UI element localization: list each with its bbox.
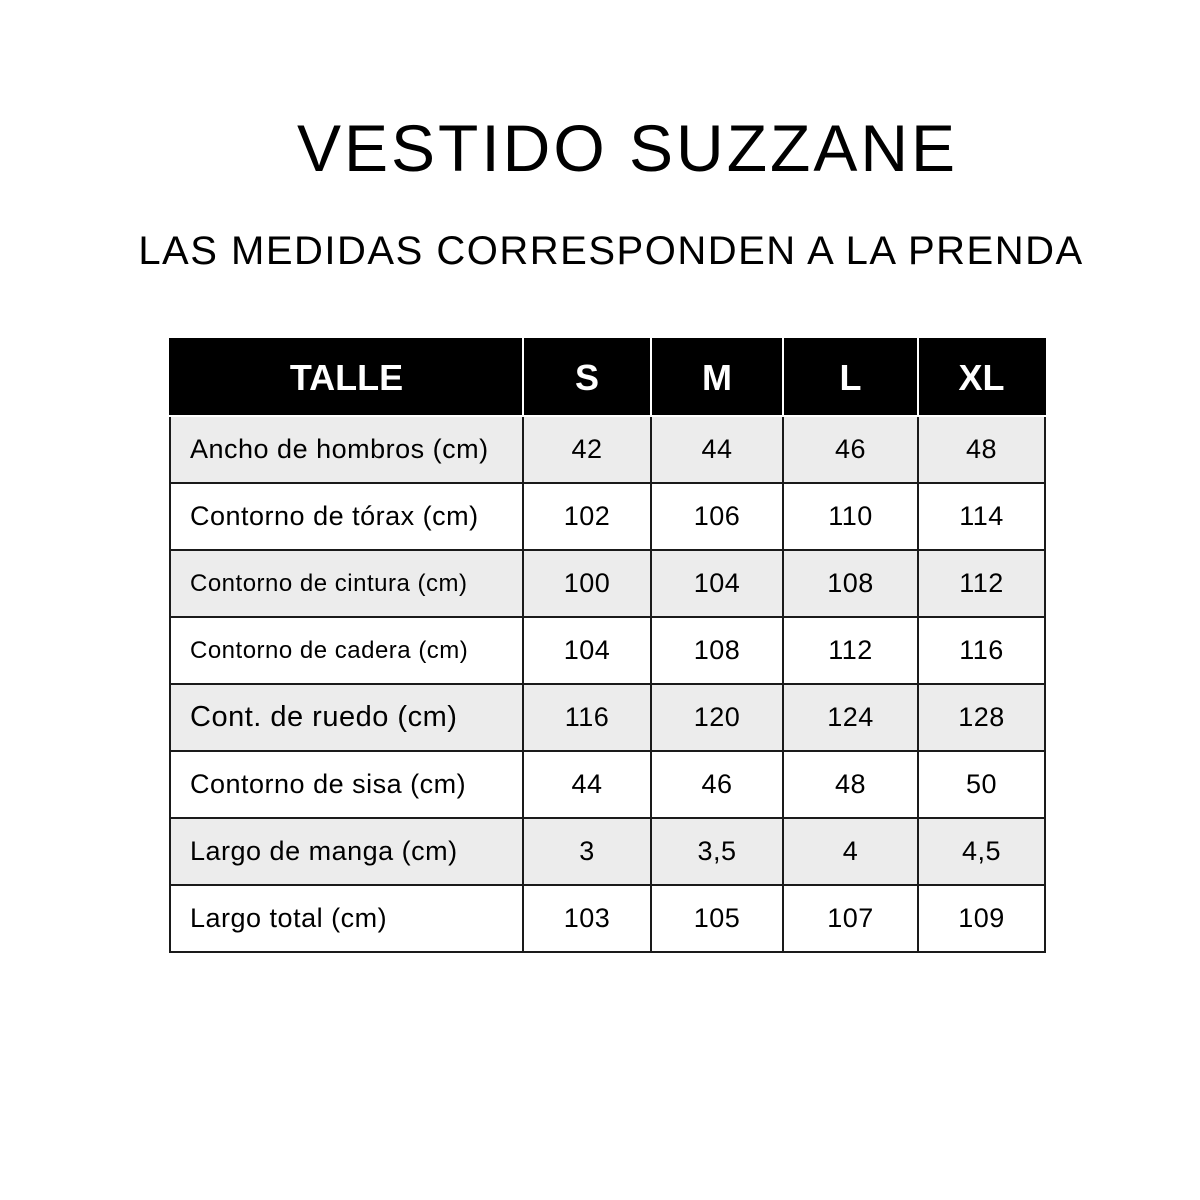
table-cell: 124 xyxy=(783,684,918,751)
table-cell: 50 xyxy=(918,751,1045,818)
table-cell: 116 xyxy=(918,617,1045,684)
row-label: Largo de manga (cm) xyxy=(170,818,523,885)
table-cell: 3,5 xyxy=(651,818,783,885)
table-row xyxy=(170,483,1045,550)
column-header-s: S xyxy=(523,339,651,416)
table-cell: 46 xyxy=(651,751,783,818)
table-cell: 112 xyxy=(918,550,1045,617)
table-cell: 42 xyxy=(523,416,651,483)
table-row xyxy=(170,751,1045,818)
table-cell: 112 xyxy=(783,617,918,684)
table-cell: 105 xyxy=(651,885,783,952)
row-label: Contorno de tórax (cm) xyxy=(170,483,523,550)
table-row xyxy=(170,885,1045,952)
table-cell: 120 xyxy=(651,684,783,751)
table-row xyxy=(170,684,1045,751)
table-cell: 46 xyxy=(783,416,918,483)
row-label: Ancho de hombros (cm) xyxy=(170,416,523,483)
table-row xyxy=(170,416,1045,483)
table-cell: 106 xyxy=(651,483,783,550)
table-header-row xyxy=(170,339,1045,416)
table-cell: 128 xyxy=(918,684,1045,751)
row-label: Contorno de sisa (cm) xyxy=(170,751,523,818)
table-cell: 44 xyxy=(523,751,651,818)
table-cell: 48 xyxy=(783,751,918,818)
table-cell: 108 xyxy=(651,617,783,684)
table-cell: 114 xyxy=(918,483,1045,550)
column-header-xl: XL xyxy=(918,339,1045,416)
table-cell: 116 xyxy=(523,684,651,751)
table-row xyxy=(170,550,1045,617)
table-cell: 108 xyxy=(783,550,918,617)
table-cell: 110 xyxy=(783,483,918,550)
page-subtitle: LAS MEDIDAS CORRESPONDEN A LA PRENDA xyxy=(138,229,1084,273)
table-cell: 100 xyxy=(523,550,651,617)
row-label: Largo total (cm) xyxy=(170,885,523,952)
table-cell: 104 xyxy=(651,550,783,617)
column-header-talle: TALLE xyxy=(170,339,523,416)
table-cell: 107 xyxy=(783,885,918,952)
table-cell: 4 xyxy=(783,818,918,885)
row-label: Contorno de cadera (cm) xyxy=(170,617,523,684)
table-cell: 4,5 xyxy=(918,818,1045,885)
table-row xyxy=(170,617,1045,684)
column-header-m: M xyxy=(651,339,783,416)
row-label: Contorno de cintura (cm) xyxy=(170,550,523,617)
table-row xyxy=(170,818,1045,885)
table-cell: 48 xyxy=(918,416,1045,483)
table-cell: 3 xyxy=(523,818,651,885)
table-cell: 102 xyxy=(523,483,651,550)
page-title: VESTIDO SUZZANE xyxy=(296,111,959,185)
size-table xyxy=(169,338,1046,953)
table-cell: 104 xyxy=(523,617,651,684)
row-label: Cont. de ruedo (cm) xyxy=(170,684,523,751)
column-header-l: L xyxy=(783,339,918,416)
table-cell: 109 xyxy=(918,885,1045,952)
table-cell: 44 xyxy=(651,416,783,483)
table-cell: 103 xyxy=(523,885,651,952)
